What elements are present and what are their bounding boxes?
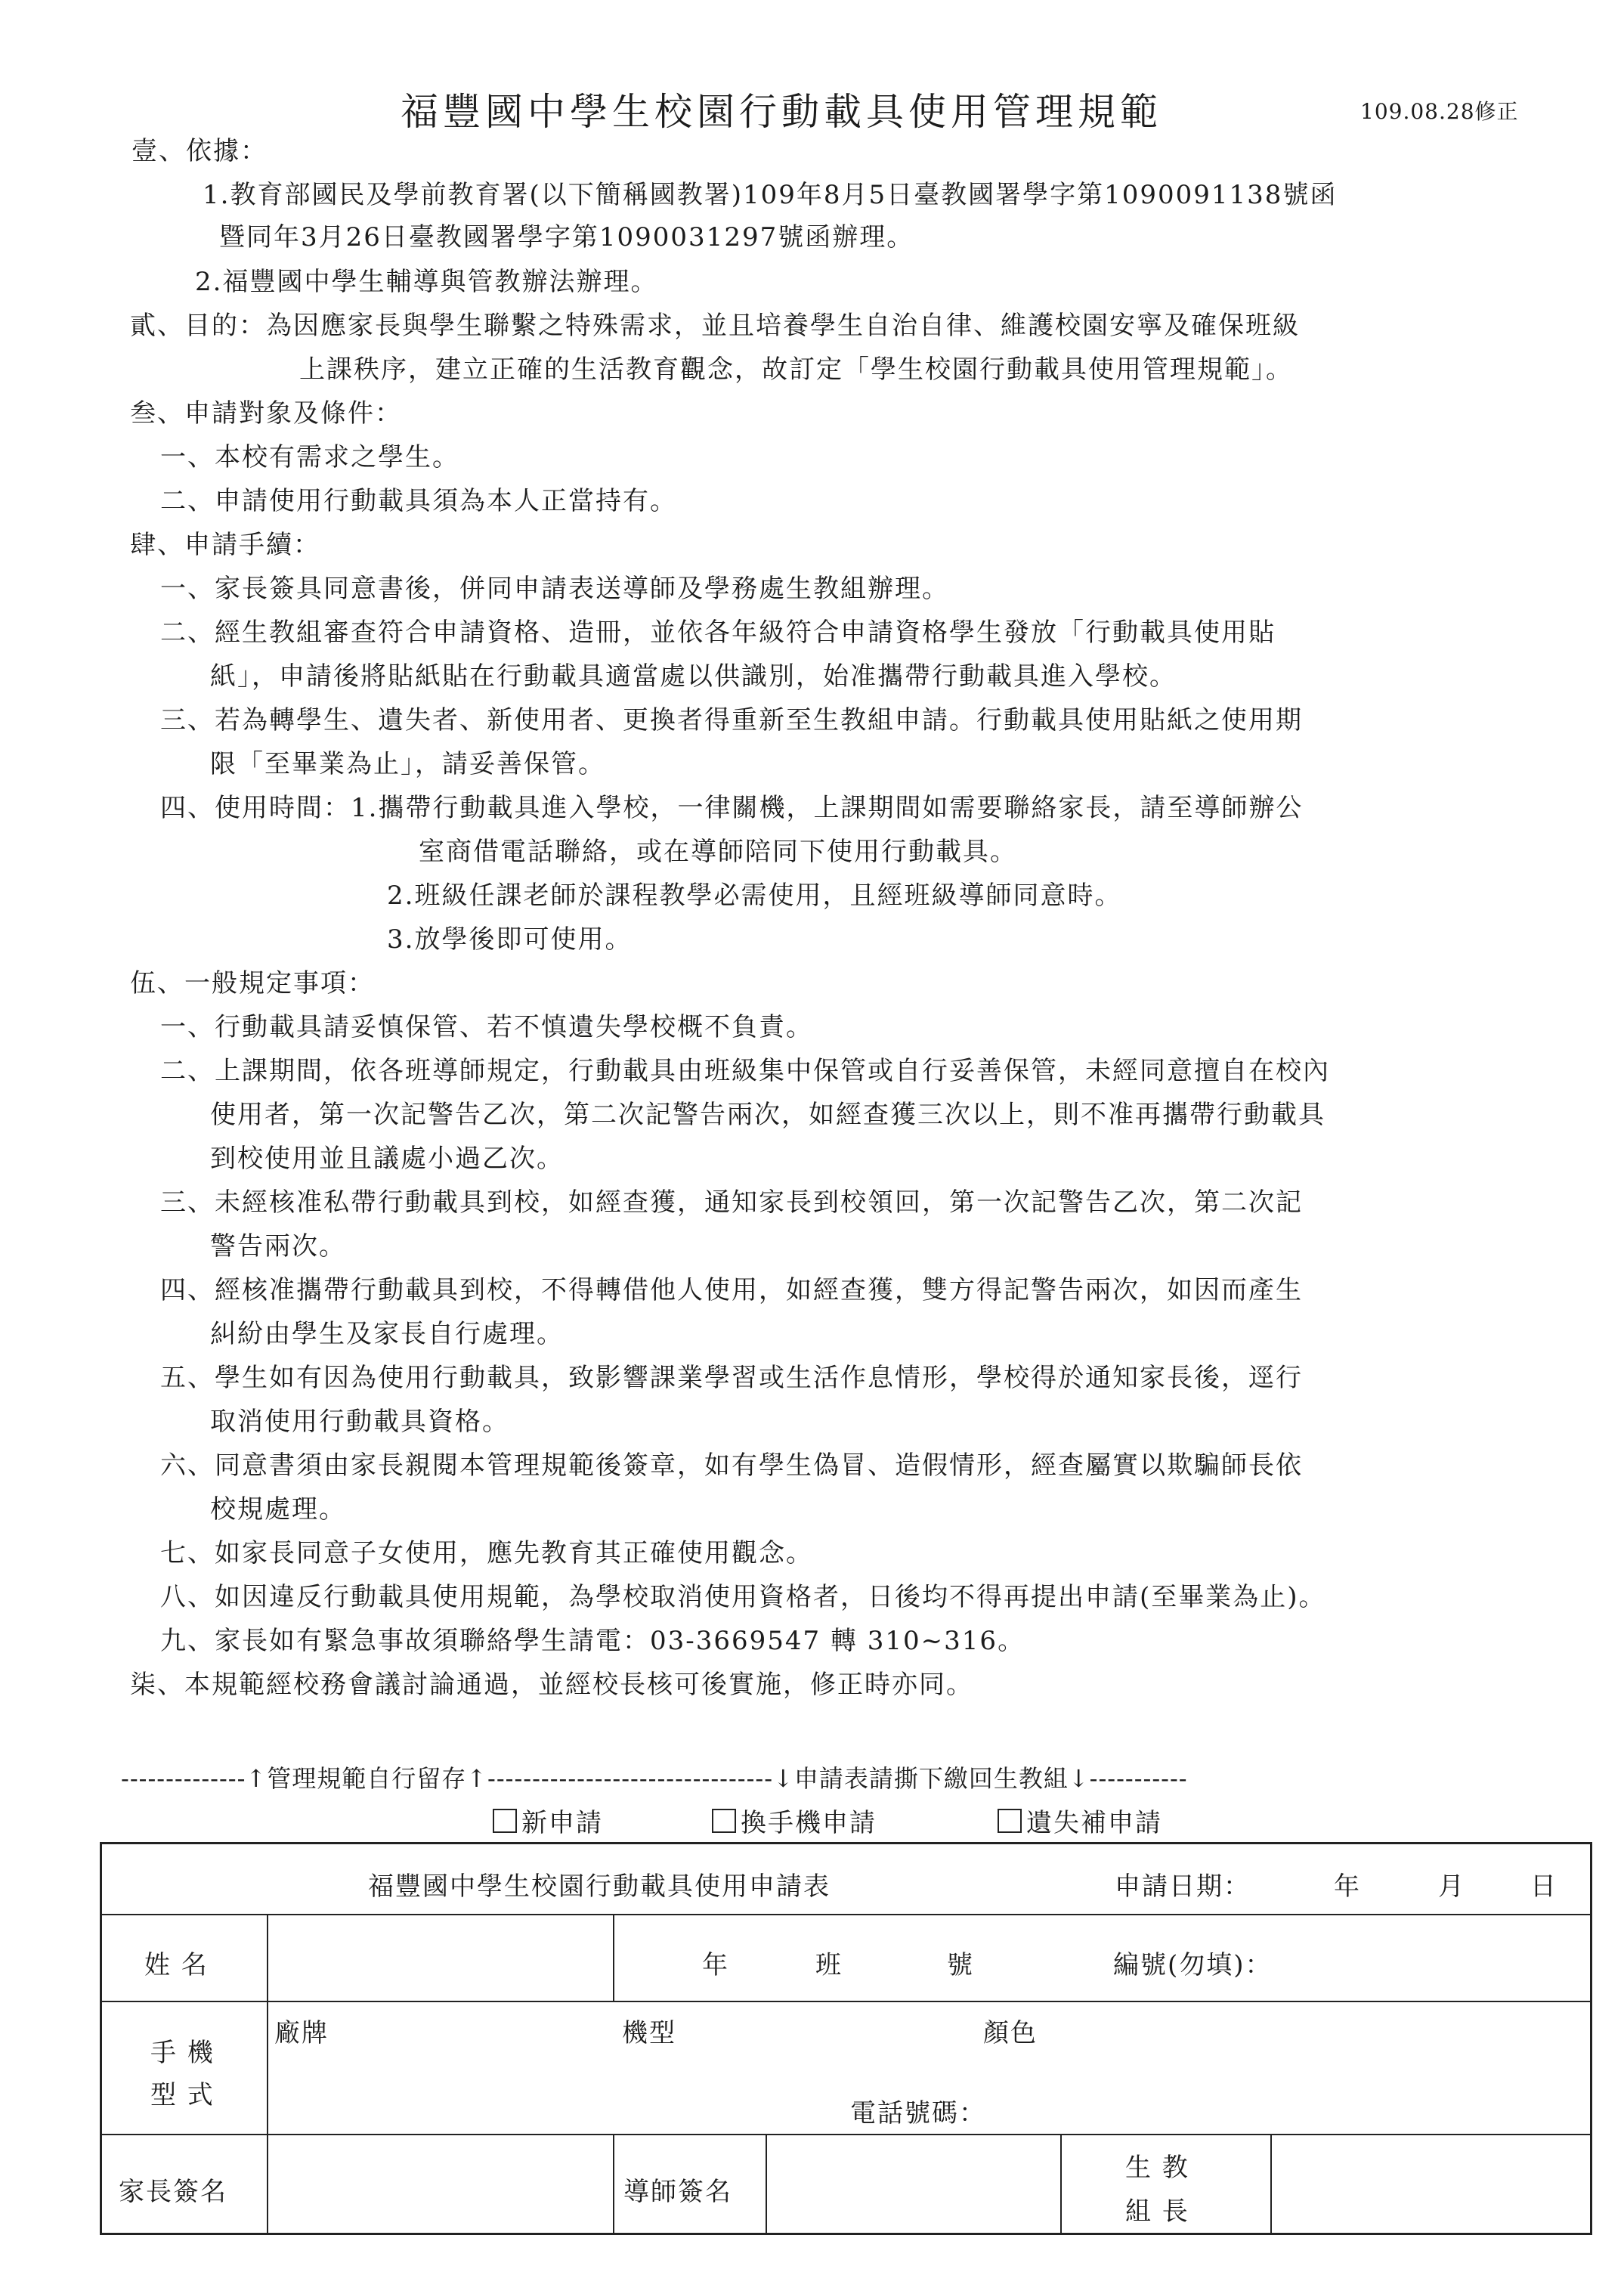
page-title: 福豐國中學生校園行動載具使用管理規範 bbox=[401, 90, 1162, 134]
procedure-item-1: 一、家長簽具同意書後，併同申請表送導師及學務處生教組辦理。 bbox=[160, 574, 949, 604]
basis-item-1-line-2: 暨同年3月26日臺教國署學字第1090031297號函辦理。 bbox=[219, 222, 914, 252]
seat-number-field[interactable]: 號 bbox=[947, 1950, 974, 1980]
rule-3-line-2: 警告兩次。 bbox=[210, 1231, 346, 1262]
form-row-divider bbox=[102, 2134, 1590, 2135]
procedure-item-4-line-3: 2.班級任課老師於課程教學必需使用，且經班級導師同意時。 bbox=[387, 881, 1122, 911]
rule-2-line-1: 二、上課期間，依各班導師規定，行動載具由班級集中保管或自行妥善保管，未經同意擅自在校內 bbox=[160, 1056, 1330, 1086]
form-col-divider bbox=[1060, 2134, 1062, 2235]
teacher-signature-label: 導師簽名 bbox=[623, 2177, 732, 2207]
option-label: 新申請 bbox=[521, 1808, 603, 1838]
rule-4-line-2: 糾紛由學生及家長自行處理。 bbox=[210, 1319, 564, 1349]
model-field[interactable]: 機型 bbox=[622, 2018, 676, 2048]
tear-off-divider: --------------↑管理規範自行留存↑--------------------------------↓申請表請撕下繳回生教組↓----------- bbox=[121, 1764, 1188, 1793]
discipline-leader-label: 組 長 bbox=[1125, 2196, 1189, 2227]
checkbox-new[interactable] bbox=[493, 1809, 517, 1833]
rule-3-line-1: 三、未經核准私帶行動載具到校，如經查獲，通知家長到校領回，第一次記警告乙次，第二次記 bbox=[160, 1187, 1303, 1218]
basis-item-1-line-1: 1.教育部國民及學前教育署(以下簡稱國教署)109年8月5日臺教國署學字第1090091138號函 bbox=[203, 180, 1338, 210]
brand-field[interactable]: 廠牌 bbox=[274, 2018, 329, 2048]
phone-number-field[interactable]: 電話號碼： bbox=[850, 2098, 986, 2128]
date-month-field[interactable]: 月 bbox=[1438, 1871, 1465, 1902]
section-heading-basis: 壹、依據： bbox=[131, 136, 268, 166]
form-col-divider bbox=[613, 2134, 614, 2235]
teacher-signature-field[interactable] bbox=[775, 2147, 1054, 2222]
procedure-item-4-line-4: 3.放學後即可使用。 bbox=[387, 924, 633, 955]
date-day-field[interactable]: 日 bbox=[1530, 1871, 1557, 1902]
procedure-item-4-line-1: 四、使用時間：1.攜帶行動載具進入學校，一律關機，上課期間如需要聯絡家長，請至導師辦公 bbox=[160, 793, 1304, 823]
option-lost-reissue[interactable] bbox=[998, 1802, 1162, 1839]
option-replace-phone[interactable] bbox=[712, 1802, 877, 1839]
option-new-application[interactable] bbox=[493, 1802, 603, 1839]
parent-signature-field[interactable] bbox=[276, 2147, 608, 2222]
rule-9: 九、家長如有緊急事故須聯絡學生請電：03-3669547 轉 310~316。 bbox=[160, 1626, 1025, 1656]
eligibility-item-2: 二、申請使用行動載具須為本人正當持有。 bbox=[160, 486, 677, 516]
section-heading-rules: 伍、一般規定事項： bbox=[130, 968, 375, 998]
basis-item-2: 2.福豐國中學生輔導與管教辦法辦理。 bbox=[195, 267, 658, 297]
procedure-item-3-line-2: 限「至畢業為止」，請妥善保管。 bbox=[210, 749, 605, 779]
grade-field[interactable]: 年 bbox=[702, 1950, 729, 1980]
rule-1: 一、行動載具請妥慎保管、若不慎遺失學校概不負責。 bbox=[160, 1012, 813, 1042]
rule-7: 七、如家長同意子女使用，應先教育其正確使用觀念。 bbox=[160, 1538, 813, 1568]
name-field[interactable] bbox=[374, 1943, 586, 1976]
rule-2-line-2: 使用者，第一次記警告乙次，第二次記警告兩次，如經查獲三次以上，則不准再攜帶行動載具 bbox=[210, 1100, 1325, 1130]
checkbox-lost[interactable] bbox=[998, 1809, 1022, 1833]
form-col-divider bbox=[766, 2134, 767, 2235]
eligibility-item-1: 一、本校有需求之學生。 bbox=[160, 442, 459, 472]
section-closing: 柒、本規範經校務會議討論通過，並經校長核可後實施，修正時亦同。 bbox=[130, 1670, 973, 1700]
form-title: 福豐國中學生校園行動載具使用申請表 bbox=[368, 1871, 831, 1902]
form-row-divider bbox=[102, 2001, 1590, 2002]
section-heading-procedure: 肆、申請手續： bbox=[130, 530, 320, 560]
discipline-section-label: 生 教 bbox=[1125, 2153, 1189, 2183]
purpose-line-1: 貳、目的：為因應家長與學生聯繫之特殊需求，並且培養學生自治自律、維護校園安寧及確保班級 bbox=[130, 311, 1300, 341]
procedure-item-2-line-2: 紙」，申請後將貼紙貼在行動載具適當處以供識別，始准攜帶行動載具進入學校。 bbox=[210, 661, 1177, 692]
phone-model-label: 手 機 bbox=[150, 2038, 215, 2068]
revision-date: 109.08.28修正 bbox=[1360, 99, 1519, 124]
rule-4-line-1: 四、經核准攜帶行動載具到校，不得轉借他人使用，如經查獲，雙方得記警告兩次，如因而產生 bbox=[160, 1275, 1303, 1305]
id-label: 編號(勿填)： bbox=[1113, 1950, 1273, 1980]
section-heading-eligibility: 叁、申請對象及條件： bbox=[130, 398, 402, 429]
rule-5-line-2: 取消使用行動載具資格。 bbox=[210, 1407, 509, 1437]
parent-signature-label: 家長簽名 bbox=[119, 2177, 227, 2207]
rule-5-line-1: 五、學生如有因為使用行動載具，致影響課業學習或生活作息情形，學校得於通知家長後，逕行 bbox=[160, 1363, 1303, 1393]
option-label: 遺失補申請 bbox=[1026, 1808, 1162, 1838]
date-label: 申請日期： bbox=[1115, 1871, 1251, 1902]
rule-6-line-2: 校規處理。 bbox=[210, 1494, 346, 1525]
purpose-line-2: 上課秩序，建立正確的生活教育觀念，故訂定「學生校園行動載具使用管理規範」。 bbox=[299, 354, 1293, 385]
form-col-divider bbox=[613, 1914, 614, 2001]
form-col-divider bbox=[1270, 2134, 1272, 2235]
form-row-divider bbox=[102, 1914, 1590, 1915]
application-form bbox=[100, 1842, 1592, 2235]
rule-8: 八、如因違反行動載具使用規範，為學校取消使用資格者，日後均不得再提出申請(至畢業為止)。 bbox=[160, 1582, 1326, 1612]
date-year-field[interactable]: 年 bbox=[1334, 1871, 1361, 1902]
phone-model-label-2: 型 式 bbox=[150, 2080, 215, 2110]
color-field[interactable]: 顏色 bbox=[983, 2018, 1038, 2048]
checkbox-replace[interactable] bbox=[712, 1809, 736, 1833]
name-label: 姓 名 bbox=[144, 1950, 209, 1980]
procedure-item-4-line-2: 室商借電話聯絡，或在導師陪同下使用行動載具。 bbox=[419, 837, 1017, 867]
form-col-divider bbox=[267, 1914, 268, 2235]
class-field[interactable]: 班 bbox=[815, 1950, 843, 1980]
rule-6-line-1: 六、同意書須由家長親閱本管理規範後簽章，如有學生偽冒、造假情形，經查屬實以欺騙師長依 bbox=[160, 1450, 1303, 1481]
procedure-item-2-line-1: 二、經生教組審查符合申請資格、造冊，並依各年級符合申請資格學生發放「行動載具使用貼 bbox=[160, 618, 1276, 648]
discipline-leader-signature-field[interactable] bbox=[1281, 2147, 1583, 2222]
procedure-item-3-line-1: 三、若為轉學生、遺失者、新使用者、更換者得重新至生教組申請。行動載具使用貼紙之使用期 bbox=[160, 705, 1303, 735]
option-label: 換手機申請 bbox=[741, 1808, 877, 1838]
rule-2-line-3: 到校使用並且議處小過乙次。 bbox=[210, 1144, 564, 1174]
